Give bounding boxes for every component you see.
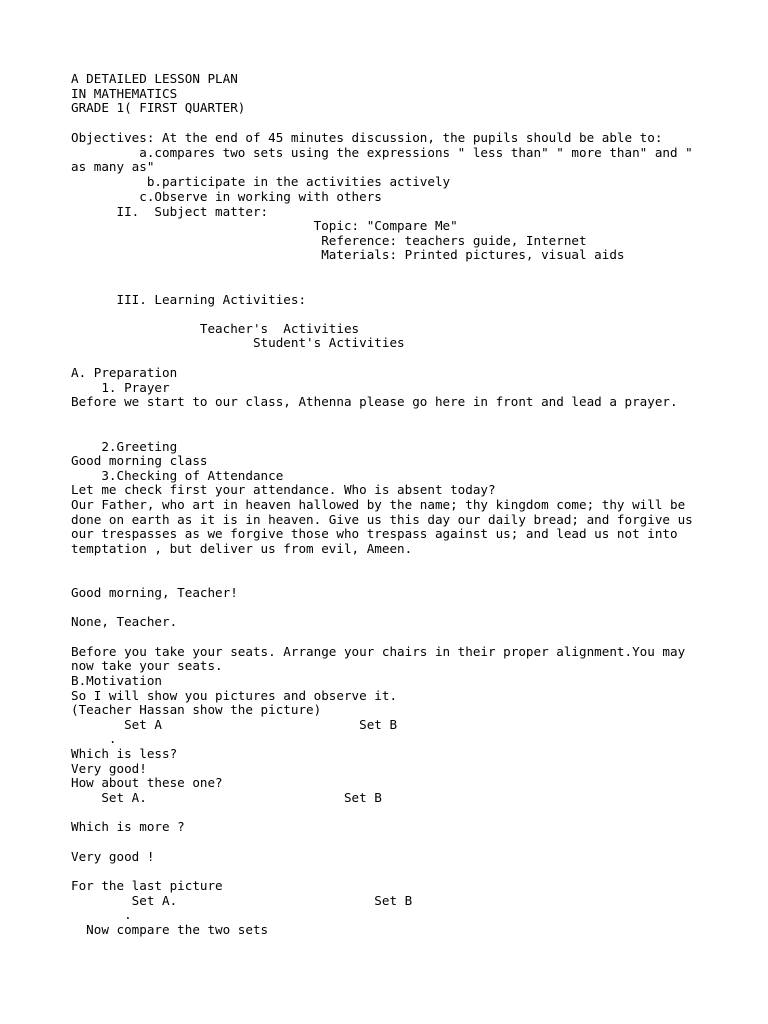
doc-title-line-1: A DETAILED LESSON PLAN	[71, 71, 238, 86]
reference-line: Reference: teachers guide, Internet	[71, 233, 587, 248]
set-labels-2: Set A. Set B	[71, 790, 382, 805]
topic-line: Topic: "Compare Me"	[71, 218, 458, 233]
preparation-heading: A. Preparation	[71, 365, 178, 380]
greeting-text: Good morning class	[71, 453, 208, 468]
praise-1: Very good!	[71, 761, 147, 776]
doc-title-line-2: IN MATHEMATICS	[71, 86, 178, 101]
materials-line: Materials: Printed pictures, visual aids	[71, 247, 625, 262]
student-attendance-reply: None, Teacher.	[71, 614, 178, 629]
teacher-activities-label: Teacher's Activities	[71, 321, 360, 336]
question-these: How about these one?	[71, 775, 223, 790]
objectives-heading: Objectives: At the end of 45 minutes discussion, the pupils should be able to:	[71, 130, 663, 145]
objective-c: c.Observe in working with others	[71, 189, 382, 204]
objective-a-cont: as many as"	[71, 159, 155, 174]
motivation-text: So I will show you pictures and observe it.	[71, 688, 398, 703]
motivation-heading: B.Motivation	[71, 673, 162, 688]
question-more: Which is more ?	[71, 819, 185, 834]
subject-matter-heading: II. Subject matter:	[71, 204, 269, 219]
learning-activities-heading: III. Learning Activities:	[71, 292, 307, 307]
praise-2: Very good !	[71, 849, 155, 864]
greeting-heading: 2.Greeting	[71, 439, 178, 454]
set-labels-1: Set A Set B	[71, 717, 398, 732]
prayer-verse-line-4: temptation , but deliver us from evil, Ameen.	[71, 541, 413, 556]
objective-b: b.participate in the activities actively	[71, 174, 451, 189]
prayer-heading: 1. Prayer	[71, 380, 170, 395]
last-picture-text: For the last picture	[71, 878, 223, 893]
dot-line-1: .	[71, 731, 117, 746]
set-labels-3: Set A. Set B	[71, 893, 413, 908]
seating-instruction-line-1: Before you take your seats. Arrange your chairs in their proper alignment.You may	[71, 644, 686, 659]
prayer-text: Before we start to our class, Athenna please go here in front and lead a prayer.	[71, 394, 678, 409]
doc-title-line-3: GRADE 1( FIRST QUARTER)	[71, 100, 246, 115]
prayer-verse-line-1: Our Father, who art in heaven hallowed by the name; thy kingdom come; thy will be	[71, 497, 686, 512]
attendance-heading: 3.Checking of Attendance	[71, 468, 284, 483]
question-less: Which is less?	[71, 746, 178, 761]
seating-instruction-line-2: now take your seats.	[71, 658, 223, 673]
teacher-show-picture: (Teacher Hassan show the picture)	[71, 702, 322, 717]
prayer-verse-line-3: our trespasses as we forgive those who trespass against us; and lead us not into	[71, 526, 678, 541]
compare-sets-text: Now compare the two sets	[71, 922, 269, 937]
student-greeting: Good morning, Teacher!	[71, 585, 238, 600]
prayer-verse-line-2: done on earth as it is in heaven. Give us this day our daily bread; and forgive us	[71, 512, 693, 527]
attendance-text: Let me check first your attendance. Who is absent today?	[71, 482, 496, 497]
objective-a: a.compares two sets using the expressions " less than" " more than" and "	[71, 145, 693, 160]
student-activities-label: Student's Activities	[71, 335, 405, 350]
dot-line-2: .	[71, 907, 132, 922]
